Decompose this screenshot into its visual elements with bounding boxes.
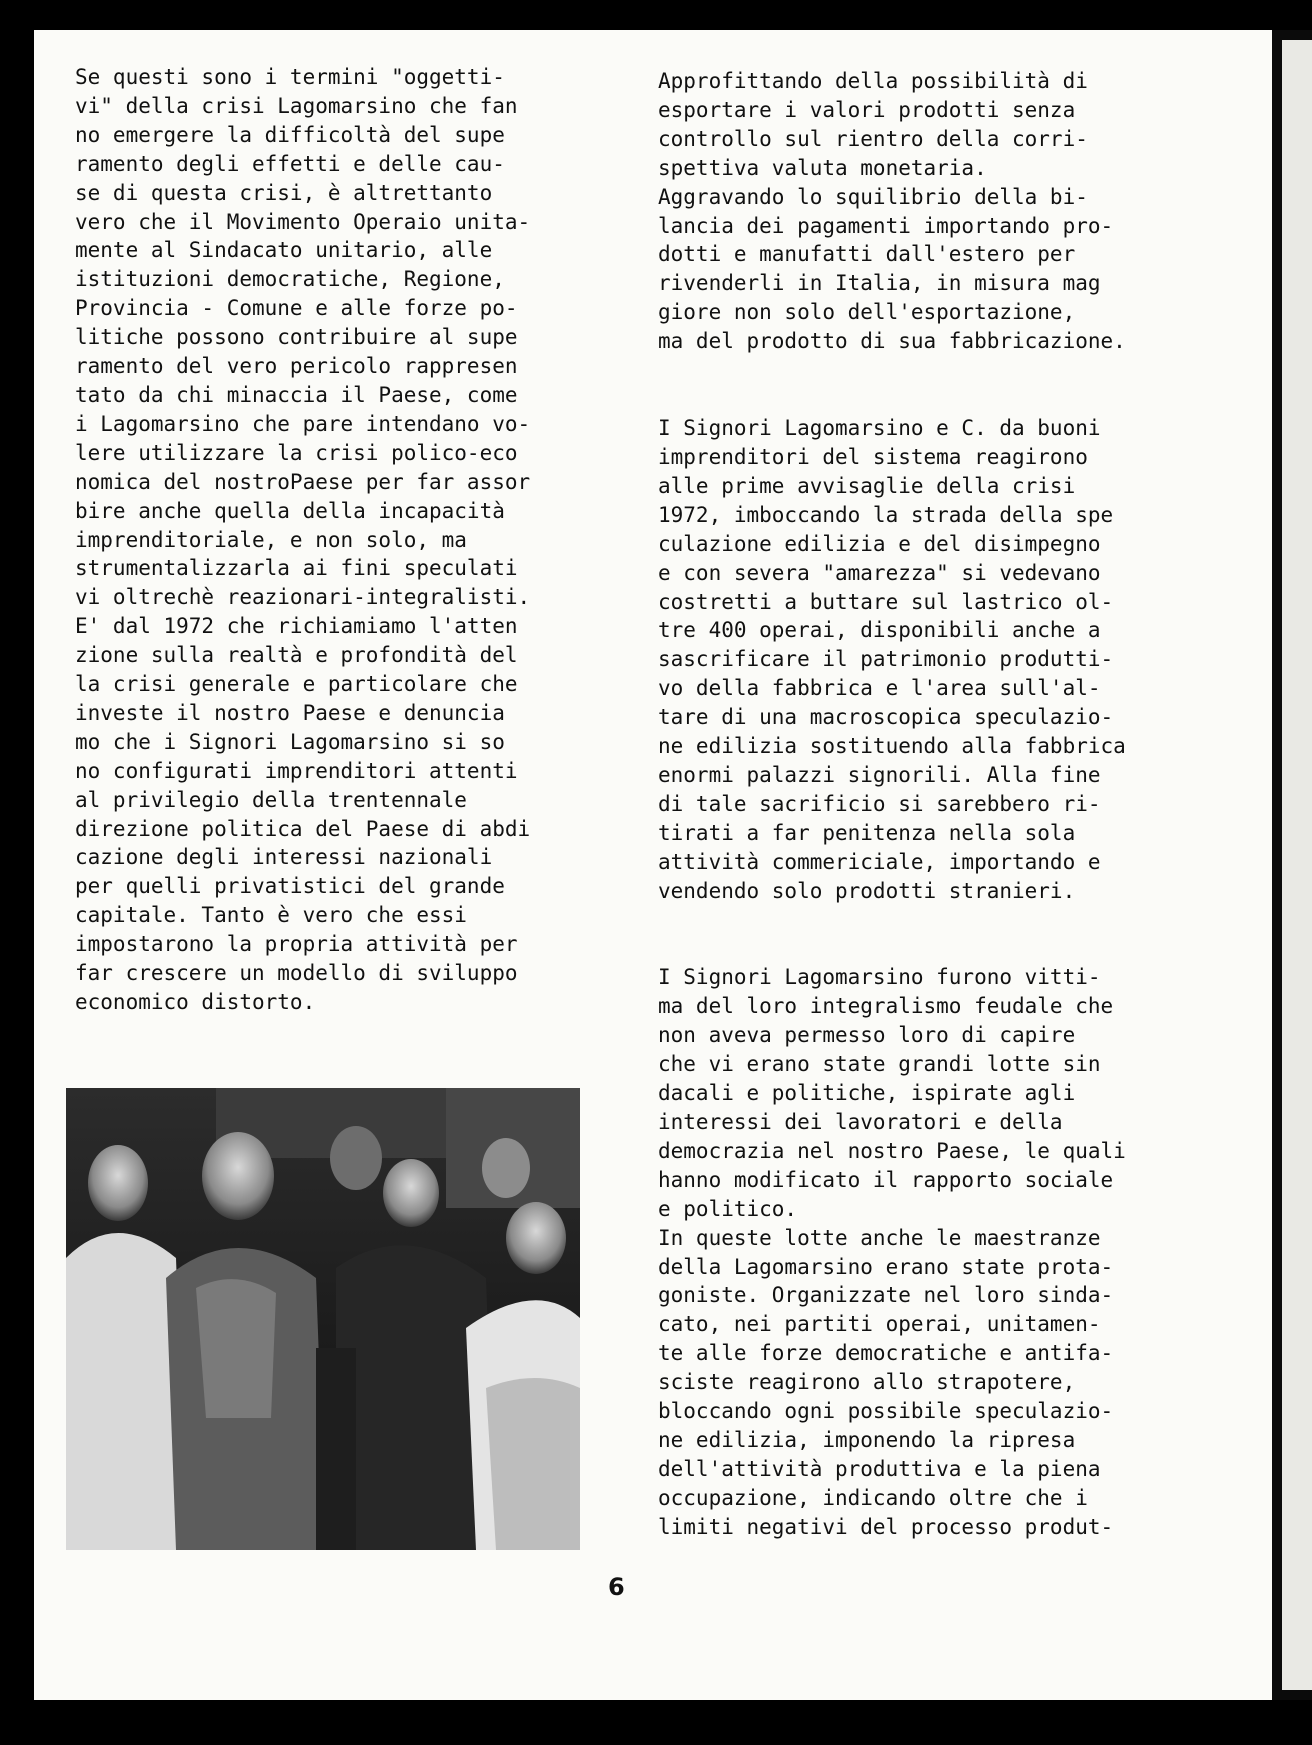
text-line: bloccando ogni possibile speculazio-	[658, 1399, 1114, 1424]
text-line: vero che il Movimento Operaio unita-	[75, 209, 531, 234]
text-line: controllo sul rientro della corri-	[658, 126, 1088, 151]
text-line: litiche possono contribuire al supe	[75, 325, 518, 350]
text-line: direzione politica del Paese di abdi	[75, 816, 531, 841]
text-line: I Signori Lagomarsino furono vitti-	[658, 965, 1101, 990]
text-line: sascrificare il patrimonio produtti-	[658, 647, 1114, 672]
text-line: imprenditoriale, e non solo, ma	[75, 527, 467, 552]
text-line: vo della fabbrica e l'area sull'al-	[658, 676, 1101, 701]
text-line: lere utilizzare la crisi polico-eco	[75, 440, 518, 465]
left-column-text	[75, 63, 530, 1017]
text-line: zione sulla realtà e profondità del	[75, 643, 518, 668]
text-line: Se questi sono i termini "oggetti-	[75, 65, 505, 89]
text-line: In queste lotte anche le maestranze	[658, 1225, 1101, 1250]
text-line: attività commericiale, importando e	[658, 849, 1101, 874]
text-line: tre 400 operai, disponibili anche a	[658, 618, 1101, 643]
text-line: culazione edilizia e del disimpegno	[658, 531, 1101, 556]
text-line: i Lagomarsino che pare intendano vo-	[75, 411, 531, 436]
text-line: della Lagomarsino erano state prota-	[658, 1254, 1114, 1279]
text-line: no emergere la difficoltà del supe	[75, 122, 505, 147]
text-line: di tale sacrificio si sarebbero ri-	[658, 791, 1101, 816]
text-line: alle prime avvisaglie della crisi	[658, 473, 1076, 498]
text-line: mente al Sindacato unitario, alle	[75, 238, 493, 263]
text-line: Aggravando lo squilibrio della bi-	[658, 184, 1088, 209]
text-line: democrazia nel nostro Paese, le quali	[658, 1138, 1126, 1163]
text-line: occupazione, indicando oltre che i	[658, 1485, 1088, 1510]
text-line: rivenderli in Italia, in misura mag	[658, 271, 1101, 296]
text-line: vi" della crisi Lagomarsino che fan	[75, 93, 518, 118]
text-line: ramento del vero pericolo rappresen	[75, 354, 518, 379]
text-line: ne edilizia sostituendo alla fabbrica	[658, 734, 1126, 759]
text-line: ma del loro integralismo feudale che	[658, 994, 1114, 1019]
text-line: cato, nei partiti operai, unitamen-	[658, 1312, 1101, 1337]
text-line: 1972, imboccando la strada della spe	[658, 502, 1114, 527]
text-line: se di questa crisi, è altrettanto	[75, 180, 493, 205]
text-line: goniste. Organizzate nel loro sinda-	[658, 1283, 1114, 1308]
text-line: dell'attività produttiva e la piena	[658, 1456, 1101, 1481]
text-line: investe il nostro Paese e denuncia	[75, 700, 505, 725]
text-line: dacali e politiche, ispirate agli	[658, 1081, 1076, 1106]
text-line: te alle forze democratiche e antifa-	[658, 1341, 1114, 1366]
text-line: tirati a far penitenza nella sola	[658, 820, 1076, 845]
workers-photo	[66, 1088, 580, 1550]
text-line: nomica del nostroPaese per far assor	[75, 469, 531, 494]
text-line: ramento degli effetti e delle cau-	[75, 151, 505, 176]
text-line: tare di una macroscopica speculazio-	[658, 705, 1114, 730]
text-line: e con severa "amarezza" si vedevano	[658, 560, 1101, 585]
text-line: I Signori Lagomarsino e C. da buoni	[658, 416, 1101, 441]
text-line: limiti negativi del processo produt-	[658, 1514, 1114, 1539]
text-line: impostarono la propria attività per	[75, 932, 518, 957]
text-line: Provincia - Comune e alle forze po-	[75, 296, 518, 321]
text-line: economico distorto.	[75, 990, 316, 1014]
text-line: enormi palazzi signorili. Alla fine	[658, 762, 1101, 787]
text-line: che vi erano state grandi lotte sin	[658, 1052, 1101, 1077]
text-line: sciste reagirono allo strapotere,	[658, 1370, 1076, 1395]
text-line: dotti e manufatti dall'estero per	[658, 242, 1076, 267]
paragraph-gap	[658, 905, 1126, 963]
text-line: per quelli privatistici del grande	[75, 874, 505, 899]
crowd-photo-image	[66, 1088, 580, 1550]
text-line: Approfittando della possibilità di	[658, 69, 1088, 93]
page-number: 6	[608, 1573, 625, 1601]
text-line: interessi dei lavoratori e della	[658, 1110, 1063, 1134]
adjacent-page-edge	[1282, 40, 1312, 1690]
text-line: lancia dei pagamenti importando pro-	[658, 213, 1114, 238]
text-line: al privilegio della trentennale	[75, 787, 467, 812]
text-line: bire anche quella della incapacità	[75, 498, 505, 523]
paragraph-gap	[658, 356, 1126, 414]
text-line: tato da chi minaccia il Paese, come	[75, 382, 518, 407]
text-line: no configurati imprenditori attenti	[75, 758, 518, 783]
text-line: capitale. Tanto è vero che essi	[75, 903, 467, 928]
text-line: costretti a buttare sul lastrico ol-	[658, 589, 1114, 614]
text-line: istituzioni democratiche, Regione,	[75, 267, 505, 292]
text-line: vendendo solo prodotti stranieri.	[658, 878, 1076, 903]
text-line: hanno modificato il rapporto sociale	[658, 1167, 1114, 1192]
right-column-text	[658, 67, 1126, 1542]
text-line: esportare i valori prodotti senza	[658, 97, 1076, 122]
text-line: strumentalizzarla ai fini speculati	[75, 556, 518, 581]
text-line: far crescere un modello di sviluppo	[75, 961, 518, 986]
text-line: mo che i Signori Lagomarsino si so	[75, 729, 505, 754]
text-line: ne edilizia, imponendo la ripresa	[658, 1427, 1076, 1452]
text-line: spettiva valuta monetaria.	[658, 155, 987, 180]
text-line: non aveva permesso loro di capire	[658, 1023, 1076, 1048]
text-line: giore non solo dell'esportazione,	[658, 300, 1076, 325]
text-line: e politico.	[658, 1196, 798, 1221]
text-line: la crisi generale e particolare che	[75, 672, 518, 697]
text-line: vi oltrechè reazionari-integralisti.	[75, 585, 531, 610]
text-line: cazione degli interessi nazionali	[75, 845, 493, 870]
text-line: imprenditori del sistema reagirono	[658, 444, 1088, 469]
text-line: ma del prodotto di sua fabbricazione.	[658, 329, 1126, 354]
text-line: E' dal 1972 che richiamiamo l'atten	[75, 614, 518, 639]
